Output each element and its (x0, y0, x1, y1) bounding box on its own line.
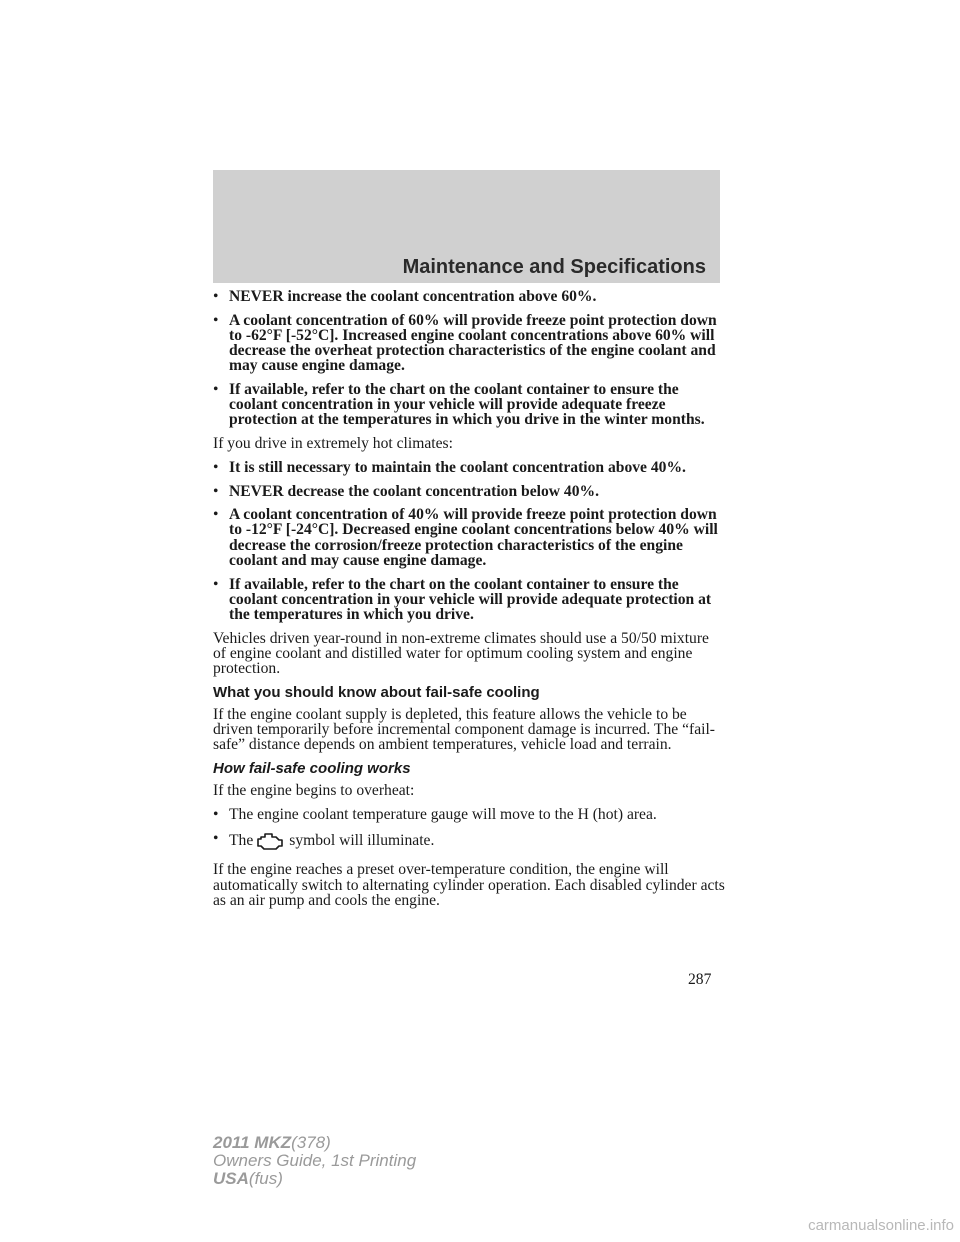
bullet-item (213, 507, 725, 568)
hot-climates-intro: If you drive in extremely hot climates: (213, 435, 453, 453)
bullet-dot: • (213, 458, 219, 476)
footer-model-code: (378) (291, 1133, 331, 1152)
bullet-text: A coolant concentration of 40% will provide freeze point protection down to -12°F [-24°C]. Decreased engine coolant concentrations below 40% will decrease the corrosion/freeze protection characteristics of the engine coolant and may cause engine damage. (229, 506, 718, 569)
bullet-text-post: symbol will illuminate. (289, 831, 435, 849)
overheat-intro: If the engine begins to overheat: (213, 782, 415, 800)
failsafe-heading: What you should know about fail-safe cooling (213, 683, 540, 701)
engine-check-icon (255, 831, 285, 854)
bullet-dot: • (213, 311, 219, 329)
bullet-item (213, 577, 725, 623)
bullet-dot: • (213, 805, 219, 823)
bullet-item (213, 382, 725, 428)
bullet-dot: • (213, 829, 219, 847)
bullet-item (213, 831, 725, 854)
footer-model: 2011 MKZ (213, 1133, 292, 1152)
footer-guide: Owners Guide, 1st Printing (213, 1151, 417, 1170)
failsafe-paragraph: If the engine coolant supply is depleted, this feature allows the vehicle to be driven temporarily before incremental component damage is incurred. The “fail-safe” distance depends on ambient temperatures, vehicle load and terrain. (213, 705, 715, 754)
bullet-dot: • (213, 575, 219, 593)
header-band (213, 170, 720, 283)
section-title: Maintenance and Specifications (402, 256, 706, 278)
page-content (213, 289, 725, 917)
bullet-dot: • (213, 506, 219, 524)
bullet-text: The engine coolant temperature gauge will move to the H (hot) area. (229, 805, 657, 823)
bullet-text: It is still necessary to maintain the coolant concentration above 40%. (229, 458, 686, 476)
footer (213, 1134, 416, 1188)
footer-market-code: (fus) (248, 1169, 283, 1188)
how-failsafe-heading: How fail-safe cooling works (213, 760, 411, 778)
final-paragraph: If the engine reaches a preset over-temperature condition, the engine will automatically switch to alternating cylinder operation. Each disabled cylinder acts as an air pump and cools the engine. (213, 861, 725, 909)
bullet-text: NEVER decrease the coolant concentration below 40%. (229, 482, 600, 500)
bullet-dot: • (213, 381, 219, 399)
bullet-text: If available, refer to the chart on the coolant container to ensure the coolant concentration in your vehicle will provide adequate protection at the temperatures in which you drive. (229, 575, 712, 623)
bullet-item (213, 460, 725, 475)
bullet-text: A coolant concentration of 60% will provide freeze point protection down to -62°F [-52°C]. Increased engine coolant concentrations above 60% will decrease the overheat protection characteristics of the engine coolant and may cause engine damage. (229, 311, 717, 375)
page-number: 287 (688, 971, 712, 988)
bullet-text: If available, refer to the chart on the coolant container to ensure the coolant concentration in your vehicle will provide adequate freeze protection at the temperatures in which you drive in the winter months. (229, 381, 705, 429)
bullet-dot: • (213, 482, 219, 500)
bullet-text: NEVER increase the coolant concentration above 60%. (229, 288, 597, 305)
bullet-item (213, 313, 725, 374)
footer-market: USA (213, 1169, 249, 1188)
bullet-item (213, 484, 725, 499)
watermark: carmanualsonline.info (808, 1217, 954, 1234)
bullet-item (213, 807, 725, 822)
mixture-paragraph: Vehicles driven year-round in non-extreme climates should use a 50/50 mixture of engine coolant and distilled water for optimum cooling system and engine protection. (213, 629, 709, 678)
bullet-item (213, 289, 725, 304)
bullet-dot: • (213, 288, 219, 305)
bullet-text-pre: The (229, 831, 254, 849)
